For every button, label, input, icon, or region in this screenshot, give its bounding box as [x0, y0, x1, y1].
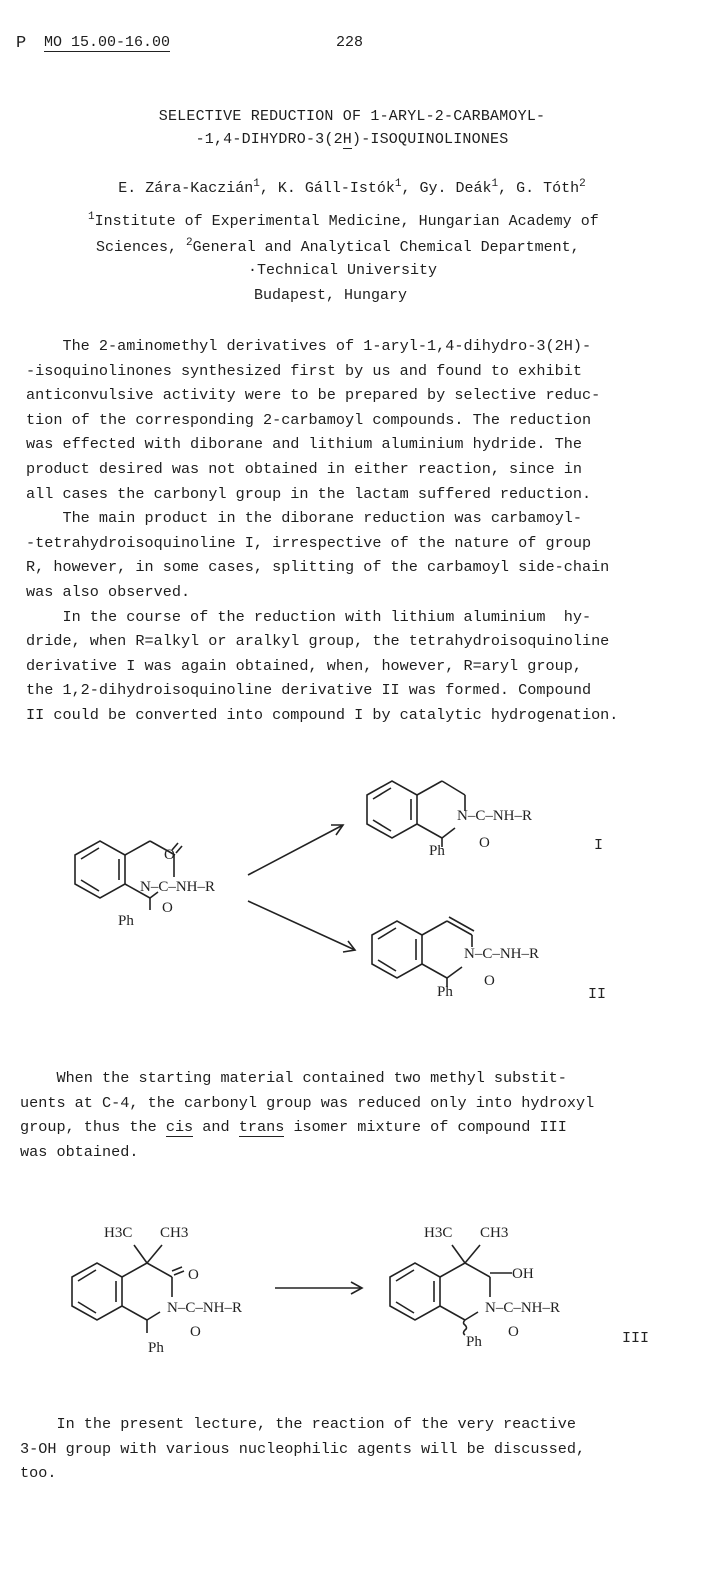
paper-title-line2: -1,4-DIHYDRO-3(2H)-ISOQUINOLINONES	[195, 131, 509, 148]
author-list: E. Zára-Kaczián$^1$, K. Gáll-Istók$^1$, Gy. Deák$^1$, G. Tóth$^2$	[118, 178, 586, 197]
methyl-h3c: H3C	[424, 1225, 453, 1241]
cis-term: cis	[165, 1118, 194, 1137]
page-number: 228	[336, 34, 364, 51]
methyl-ch3: CH3	[160, 1225, 189, 1241]
author-1: E. Zára-Kaczián$^1$	[118, 178, 260, 197]
text-line: too.	[20, 1464, 57, 1483]
phenyl-label: Ph	[118, 913, 134, 929]
phenyl-label: Ph	[437, 984, 453, 1000]
methyl-ch3: CH3	[480, 1225, 509, 1241]
text-line: was also observed.	[26, 582, 191, 601]
carbonyl-oxygen: O	[164, 847, 175, 863]
author-4: G. Tóth$^2$	[516, 178, 586, 197]
trans-term: trans	[238, 1118, 285, 1137]
hydroxyl-group: OH	[512, 1266, 534, 1282]
body-paragraph-2	[20, 1066, 594, 1164]
text-line: group, thus the cis and trans isomer mixture of compound III	[20, 1118, 567, 1137]
text-line: tion of the corresponding 2-carbamoyl compounds. The reduction	[26, 410, 592, 429]
text-line: all cases the carbonyl group in the lactam suffered reduction.	[26, 484, 592, 503]
header-letter: P	[16, 34, 27, 53]
amide-oxygen: O	[162, 900, 173, 916]
compound-label-iii: III	[622, 1330, 650, 1347]
methyl-h3c: H3C	[104, 1225, 133, 1241]
text-line: In the present lecture, the reaction of the very reactive	[20, 1415, 576, 1433]
phenyl-label: Ph	[429, 843, 445, 859]
text-line: -isoquinolinones synthesized first by us and found to exhibit	[26, 361, 582, 380]
text-line: derivative I was again obtained, when, however, R=aryl group,	[26, 656, 582, 675]
text-line: The main product in the diborane reduction was carbamoyl-	[26, 509, 582, 528]
body-paragraph-3	[20, 1412, 585, 1486]
text-line: anticonvulsive activity were to be prepared by selective reduc-	[26, 386, 601, 405]
text-line: II could be converted into compound I by catalytic hydrogenation.	[26, 705, 619, 724]
author-3: Gy. Deák$^1$	[419, 178, 499, 197]
text-line: product desired was not obtained in either reaction, since in	[26, 459, 582, 478]
title-h-underlined: H	[342, 131, 352, 148]
text-line: In the course of the reduction with lithium aluminium hy-	[26, 607, 592, 626]
text-line: When the starting material contained two methyl substit-	[20, 1069, 567, 1087]
affiliation-line1: $^1$Institute of Experimental Medicine, Hungarian Academy of	[88, 211, 599, 230]
phenyl-label: Ph	[466, 1334, 482, 1350]
amide-group: N–C–NH–R	[464, 946, 540, 962]
compound-label-ii: II	[588, 986, 607, 1003]
text-line: The 2-aminomethyl derivatives of 1-aryl-1,4-dihydro-3(2H)-	[26, 337, 592, 355]
text-line: R, however, in some cases, splitting of the carbamoyl side-chain	[26, 558, 610, 577]
reaction-scheme-1	[0, 745, 704, 1020]
session-time: MO 15.00-16.00	[44, 34, 171, 51]
text-line: uents at C-4, the carbonyl group was reduced only into hydroxyl	[20, 1093, 595, 1112]
text-line: the 1,2-dihydroisoquinoline derivative II was formed. Compound	[26, 681, 592, 700]
carbonyl-oxygen: O	[188, 1267, 199, 1283]
amide-oxygen: O	[484, 973, 495, 989]
text-line: was obtained.	[20, 1142, 139, 1161]
amide-oxygen: O	[190, 1324, 201, 1340]
text-line: dride, when R=alkyl or aralkyl group, the tetrahydroisoquinoline	[26, 632, 610, 651]
amide-oxygen: O	[508, 1324, 519, 1340]
affiliation-line2: Sciences, $^2$General and Analytical Chemical Department,	[96, 237, 580, 256]
text-line: 3-OH group with various nucleophilic agents will be discussed,	[20, 1439, 586, 1458]
amide-group: N–C–NH–R	[140, 879, 216, 895]
text-line: was effected with diborane and lithium aluminium hydride. The	[26, 435, 582, 454]
affiliation-line4: Budapest, Hungary	[254, 287, 408, 304]
reaction-scheme-2	[0, 1215, 704, 1375]
text-line: -tetrahydroisoquinoline I, irrespective of the nature of group	[26, 533, 592, 552]
paper-title-line1: SELECTIVE REDUCTION OF 1-ARYL-2-CARBAMOYL-	[158, 108, 546, 125]
amide-oxygen: O	[479, 835, 490, 851]
body-paragraph-1	[26, 334, 618, 728]
affiliation-line3: ·Technical University	[248, 262, 438, 279]
phenyl-label: Ph	[148, 1340, 164, 1356]
amide-group: N–C–NH–R	[485, 1300, 561, 1316]
compound-label-i: I	[594, 837, 604, 854]
author-2: K. Gáll-Istók$^1$	[277, 178, 402, 197]
amide-group: N–C–NH–R	[457, 808, 533, 824]
amide-group: N–C–NH–R	[167, 1300, 243, 1316]
